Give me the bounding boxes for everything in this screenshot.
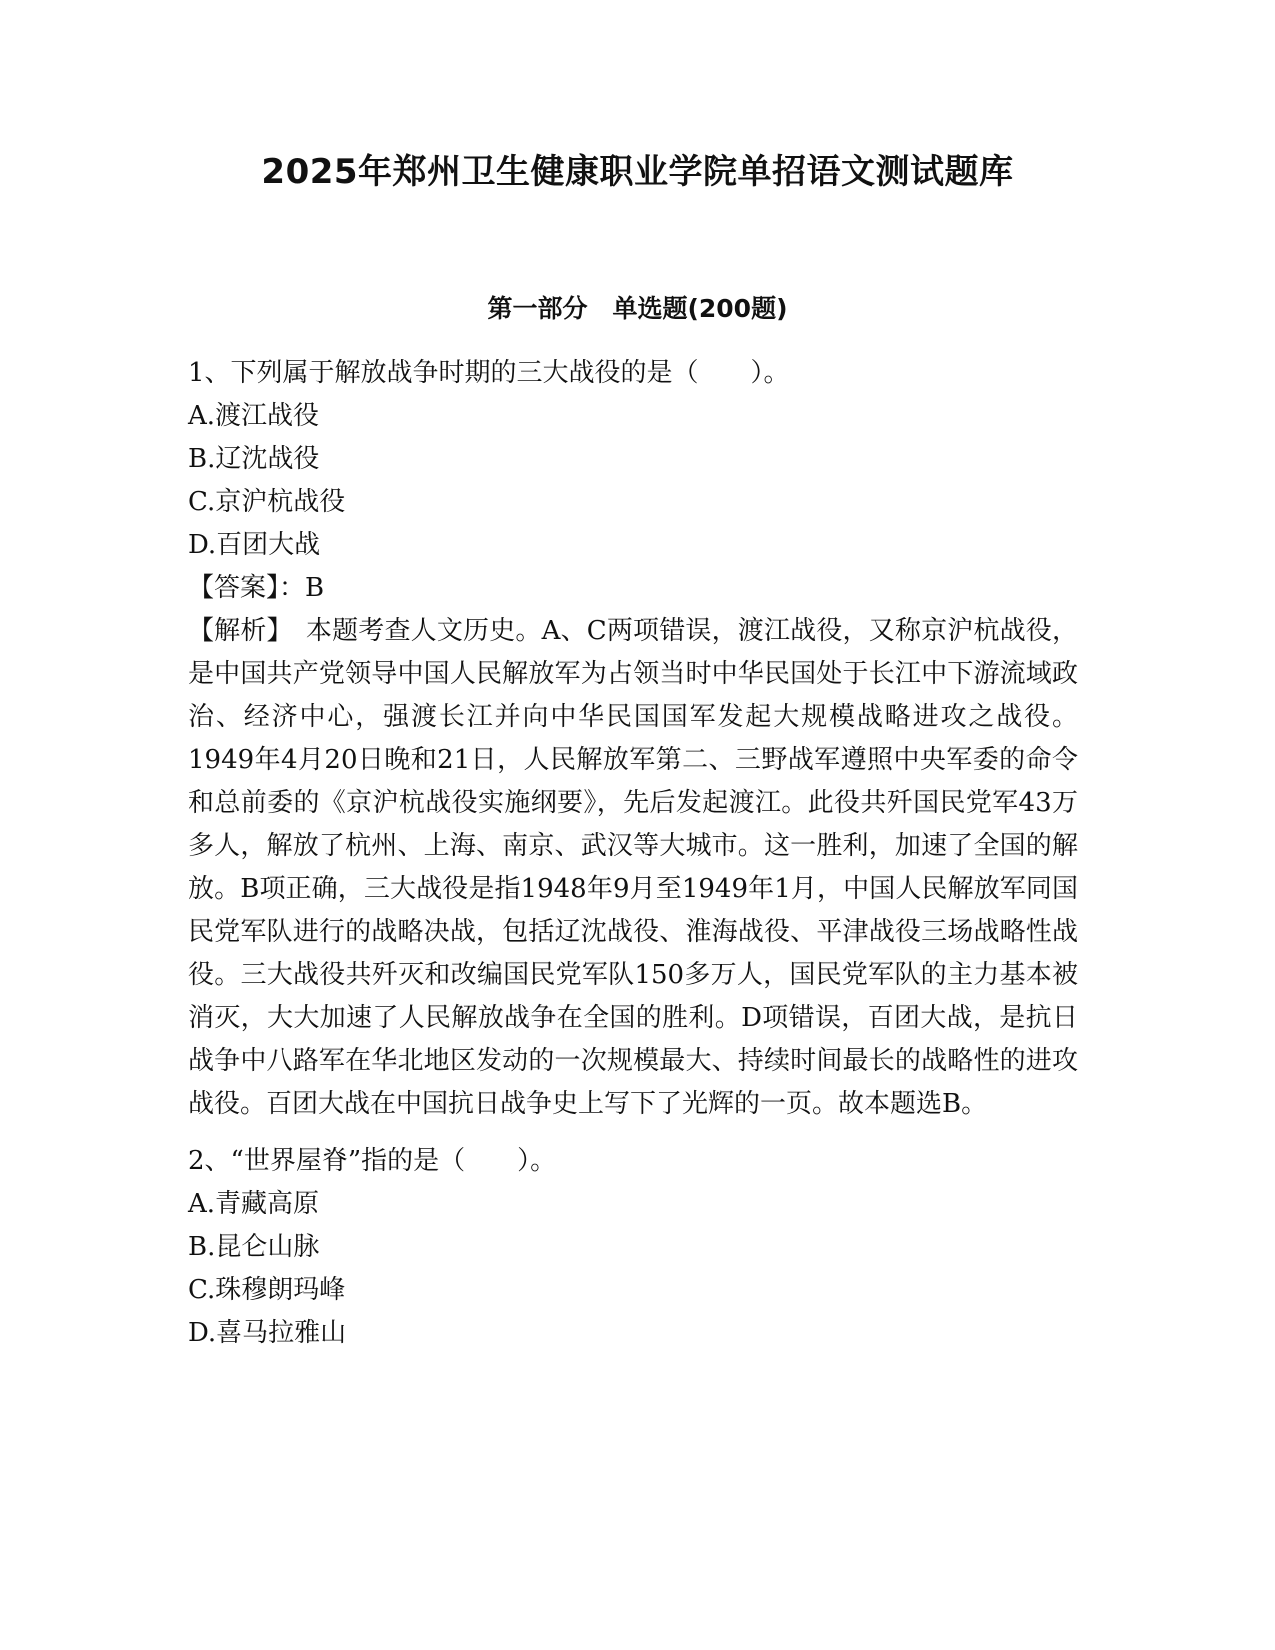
- section-title: 第一部分 单选题(200题): [487, 294, 788, 323]
- question-spacer: [188, 1126, 1088, 1140]
- option-a: A.青藏高原: [188, 1189, 320, 1219]
- question-1: [188, 352, 1088, 1126]
- analysis: 【解析】 本题考查人文历史。A、C两项错误，渡江战役，又称京沪杭战役，是中国共产党领导中国人民解放军为占领当时中华民国处于长江中下游流域政治、经济中心，强渡长江并向中华民国国军发起大规模战略进攻之战役。1949年4月20日晚和21日，人民解放军第二、三野战军遵照中央军委的命令和总前委的《京沪杭战役实施纲要》，先后发起渡江。此役共歼国民党军43万多人，解放了杭州、上海、南京、武汉等大城市。这一胜利，加速了全国的解放。B项正确，三大战役是指1948年9月至1949年1月，中国人民解放军同国民党军队进行的战略决战，包括辽沈战役、淮海战役、平津战役三场战略性战役。三大战役共歼灭和改编国民党军队150多万人，国民党军队的主力基本被消灭，大大加速了人民解放战争在全国的胜利。D项错误，百团大战，是抗日战争中八路军在华北地区发动的一次规模最大、持续时间最长的战略性的进攻战役。百团大战在中国抗日战争史上写下了光辉的一页。故本题选B。: [188, 616, 1078, 1119]
- option-b: B.辽沈战役: [188, 444, 320, 474]
- option-d: D.喜马拉雅山: [188, 1318, 347, 1348]
- question-stem: 2、“世界屋脊”指的是（ ）。: [188, 1146, 557, 1176]
- question-list: [188, 352, 1088, 1355]
- option-c: C.珠穆朗玛峰: [188, 1275, 346, 1305]
- question-stem: 1、下列属于解放战争时期的三大战役的是（ ）。: [188, 358, 790, 388]
- document-title: 2025年郑州卫生健康职业学院单招语文测试题库: [261, 152, 1014, 192]
- option-d: D.百团大战: [188, 530, 321, 560]
- option-a: A.渡江战役: [188, 401, 320, 431]
- option-c: C.京沪杭战役: [188, 487, 346, 517]
- option-b: B.昆仑山脉: [188, 1232, 320, 1262]
- question-2: [188, 1140, 1088, 1355]
- answer: 【答案】：B: [188, 573, 325, 603]
